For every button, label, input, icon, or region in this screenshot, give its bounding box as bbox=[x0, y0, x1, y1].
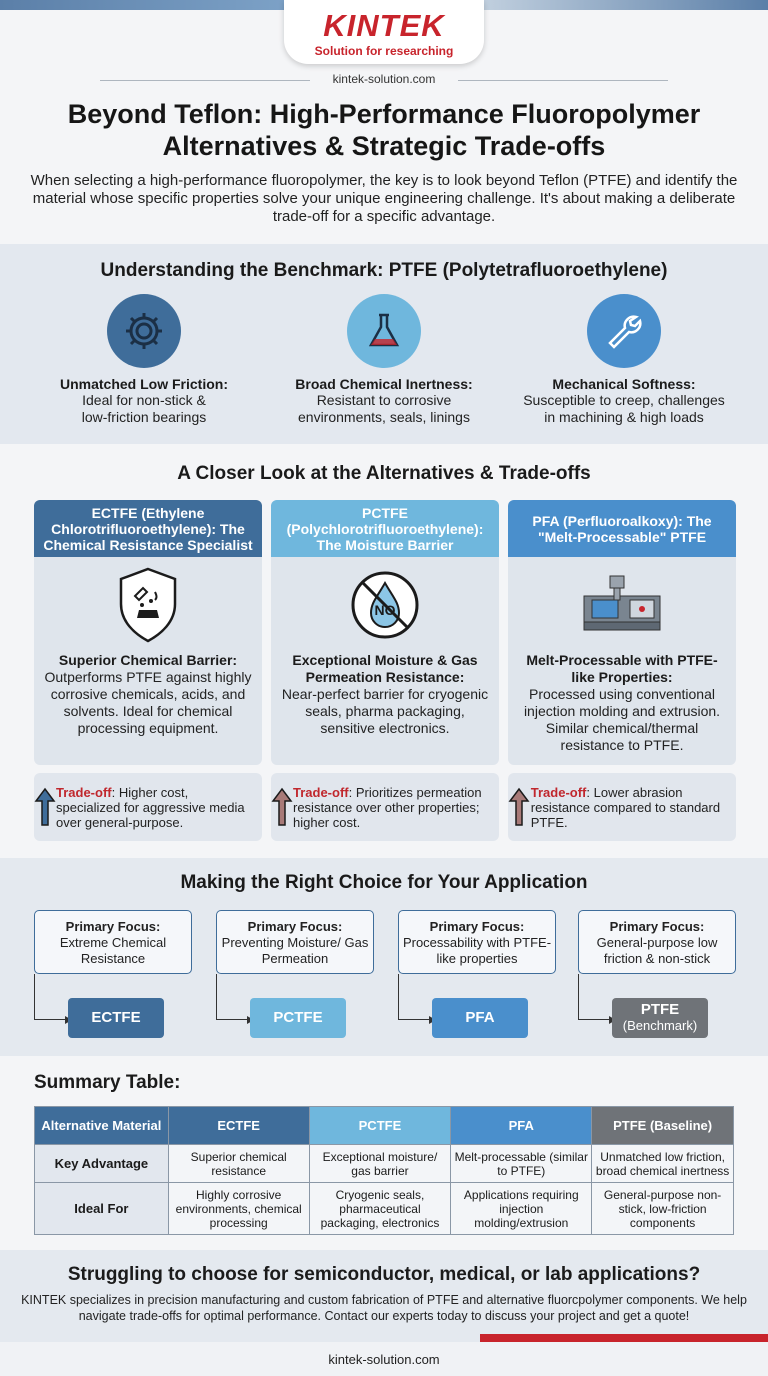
benchmark-title: Understanding the Benchmark: PTFE (Polytetrafluoroethylene) bbox=[100, 260, 668, 281]
choice-section bbox=[0, 858, 768, 1056]
cta-section bbox=[0, 1250, 768, 1342]
cta-text: KINTEK specializes in precision manufacturing and custom fabrication of PTFE and alternative fluorcpolymer components. We help navigate trade-offs for optimal performance. Contact our experts today to discuss your project and get a quote! bbox=[21, 1293, 747, 1323]
material-pill-ectfe: ECTFE bbox=[68, 998, 164, 1038]
table-row: Key Advantage Superior chemical resistance Exceptional moisture/ gas barrier Melt-processable (similar to PTFE) Unmatched low friction, broad chemical inertness bbox=[35, 1145, 734, 1183]
logo-wordmark: KINTEK bbox=[323, 8, 445, 43]
table-row: Ideal For Highly corrosive environments, chemical processing Cryogenic seals, pharmaceutical packaging, electronics Applications requiring injection molding/extrusion General-purpose non-stick, low-friction components bbox=[35, 1183, 734, 1235]
card-header: ECTFE (Ethylene Chlorotrifluoroethylene): The Chemical Resistance Specialist bbox=[34, 500, 262, 557]
chemical-shield-icon bbox=[34, 557, 262, 652]
tradeoff-card: Trade-off: Lower abrasion resistance compared to standard PTFE. bbox=[508, 773, 736, 841]
choice-title: Making the Right Choice for Your Application bbox=[180, 872, 588, 893]
benchmark-item: Unmatched Low Friction: Ideal for non-stick & low-friction bearings bbox=[24, 294, 264, 426]
site-url-bottom[interactable]: kintek-solution.com bbox=[0, 1342, 768, 1376]
table-header-row: Alternative Material ECTFE PCTFE PFA PTFE (Baseline) bbox=[35, 1107, 734, 1145]
divider bbox=[458, 80, 668, 81]
site-url-top[interactable]: kintek-solution.com bbox=[0, 72, 768, 86]
material-pill-ptfe: PTFE (Benchmark) bbox=[612, 998, 708, 1038]
card-header: PFA (Perfluoroalkoxy): The "Melt-Processable" PTFE bbox=[508, 500, 736, 557]
intro-text: When selecting a high-performance fluoropolymer, the key is to look beyond Teflon (PTFE) and identify the material whose specific properties solve your unique engineering challenge. It's about making a deliberate trade-off for a specific advantage. bbox=[30, 172, 738, 225]
tradeoff-card: Trade-off: Prioritizes permeation resistance over other properties; higher cost. bbox=[271, 773, 499, 841]
wrench-icon bbox=[587, 294, 661, 368]
focus-box: Primary Focus: General-purpose low friction & non-stick bbox=[578, 910, 736, 974]
injection-machine-icon bbox=[508, 557, 736, 652]
focus-box: Primary Focus: Processability with PTFE-like properties bbox=[398, 910, 556, 974]
no-moisture-icon bbox=[271, 557, 499, 652]
summary-title: Summary Table: bbox=[34, 1072, 181, 1093]
summary-table bbox=[34, 1106, 734, 1235]
cta-title: Struggling to choose for semiconductor, medical, or lab applications? bbox=[67, 1264, 701, 1285]
focus-box: Primary Focus: Extreme Chemical Resistance bbox=[34, 910, 192, 974]
gear-icon bbox=[107, 294, 181, 368]
alternative-card-pctfe: PCTFE (Polychlorotrifluoroethylene): The Moisture Barrier NO Exceptional Moisture & Gas Permeation Resistance: Near-perfect barrier for cryogenic seals, pharma packaging, sensitive electronics. bbox=[271, 500, 499, 765]
connector-arrow bbox=[34, 974, 70, 1020]
arrow-up-icon bbox=[271, 787, 293, 827]
page-title: Beyond Teflon: High-Performance Fluoropolymer Alternatives & Strategic Trade-offs bbox=[67, 99, 701, 161]
alternative-card-pfa: PFA (Perfluoroalkoxy): The "Melt-Processable" PTFE Melt-Processable with PTFE-like Properties: Processed using conventional injection molding and extrusion. Similar chemical/thermal resistance to PTFE. bbox=[508, 500, 736, 765]
alternative-card-ectfe: ECTFE (Ethylene Chlorotrifluoroethylene): The Chemical Resistance Specialist Superior Chemical Barrier: Outperforms PTFE against highly corrosive chemicals, acids, and solvents. Ideal for chemical processing equipment. bbox=[34, 500, 262, 765]
benchmark-item: Broad Chemical Inertness: Resistant to corrosive environments, seals, linings bbox=[264, 294, 504, 426]
focus-box: Primary Focus: Preventing Moisture/ Gas Permeation bbox=[216, 910, 374, 974]
connector-arrow bbox=[398, 974, 434, 1020]
material-pill-pctfe: PCTFE bbox=[250, 998, 346, 1038]
connector-arrow bbox=[578, 974, 614, 1020]
arrow-up-icon bbox=[34, 787, 56, 827]
material-pill-pfa: PFA bbox=[432, 998, 528, 1038]
alternatives-title: A Closer Look at the Alternatives & Trade-offs bbox=[177, 463, 591, 484]
arrow-up-icon bbox=[508, 787, 531, 827]
flask-icon bbox=[347, 294, 421, 368]
footer-accent-band bbox=[480, 1334, 768, 1342]
tradeoff-card: Trade-off: Higher cost, specialized for aggressive media over general-purpose. bbox=[34, 773, 262, 841]
benchmark-item: Mechanical Softness: Susceptible to creep, challenges in machining & high loads bbox=[504, 294, 744, 426]
card-header: PCTFE (Polychlorotrifluoroethylene): The Moisture Barrier bbox=[271, 500, 499, 557]
logo[interactable] bbox=[284, 0, 484, 64]
logo-tagline: Solution for researching bbox=[314, 44, 454, 58]
divider bbox=[100, 80, 310, 81]
svg-text:NO: NO bbox=[374, 601, 396, 618]
connector-arrow bbox=[216, 974, 252, 1020]
benchmark-section bbox=[0, 244, 768, 444]
